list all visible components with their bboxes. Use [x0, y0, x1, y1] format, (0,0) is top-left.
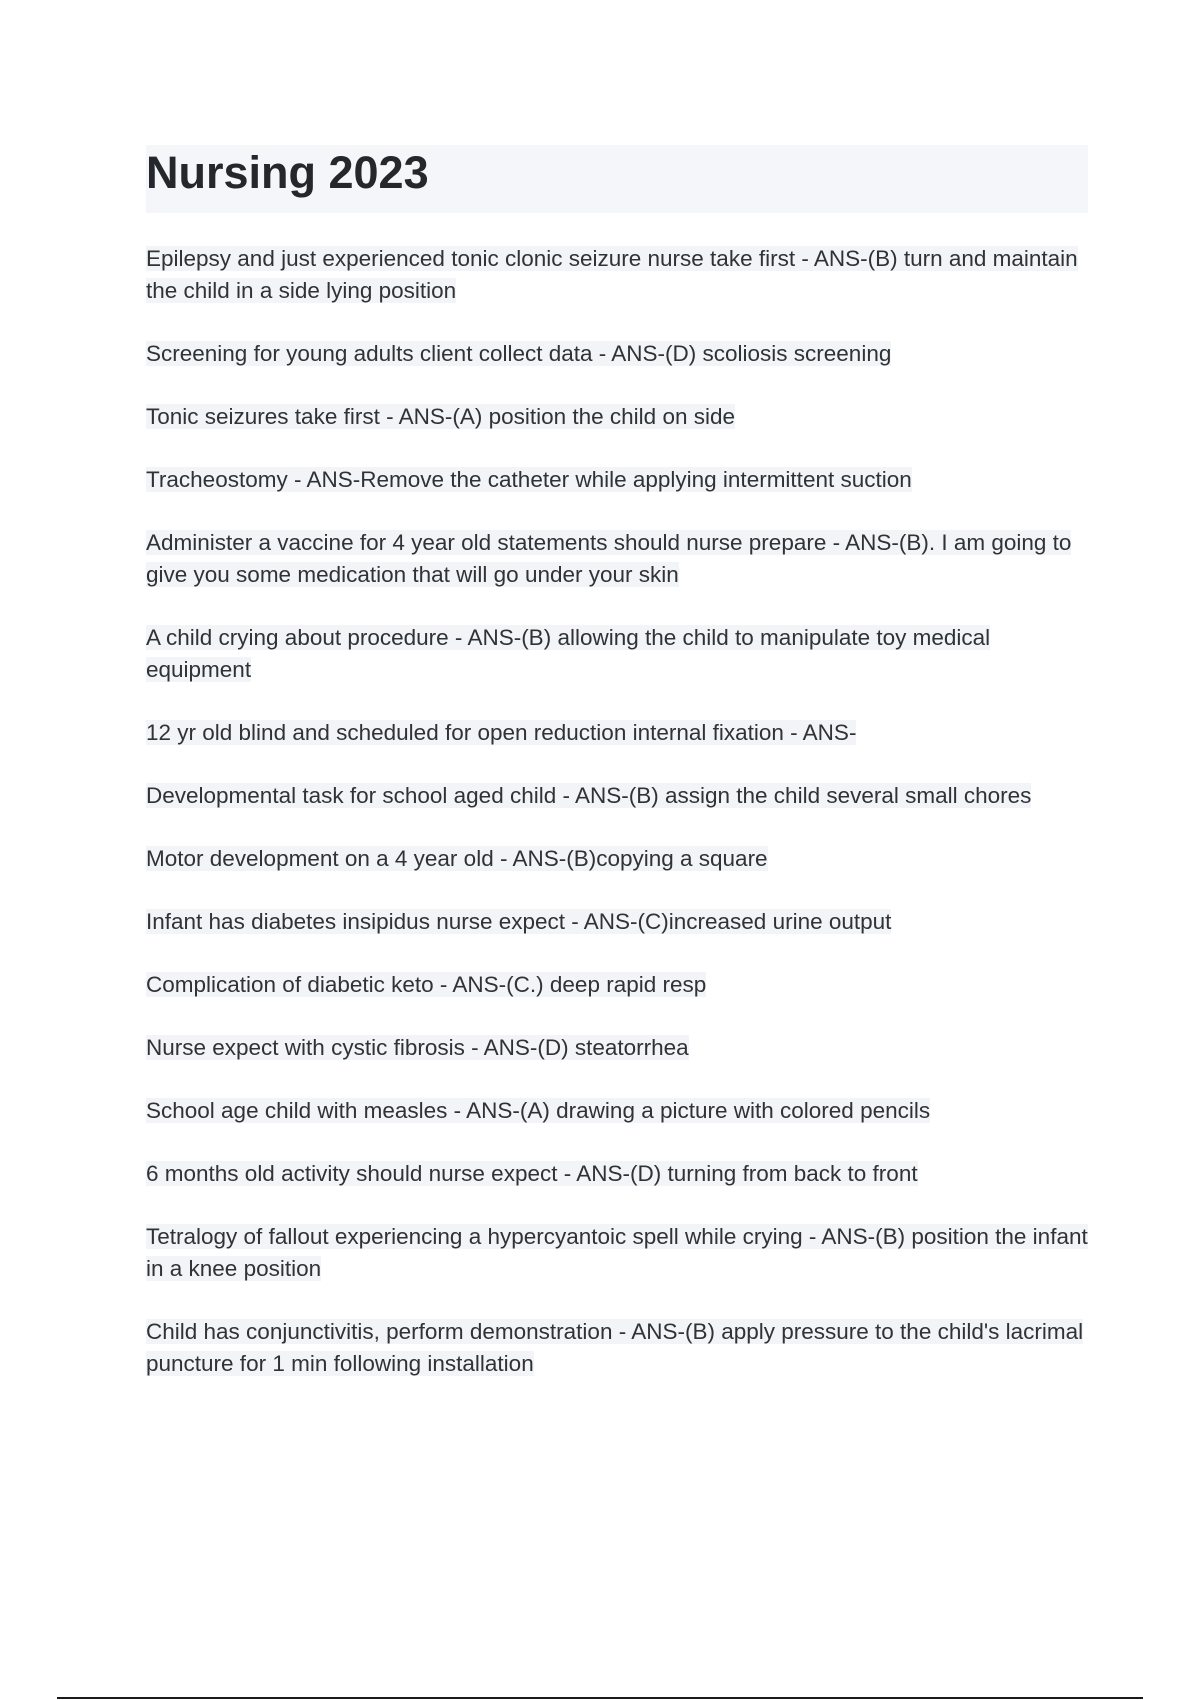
entry-text: Child has conjunctivitis, perform demonstration - ANS-(B) apply pressure to the child's lacrimal puncture for 1 min following installation [146, 1319, 1084, 1376]
entry-item [146, 243, 1096, 307]
entry-text: Screening for young adults client collect data - ANS-(D) scoliosis screening [146, 341, 892, 366]
entry-text: Epilepsy and just experienced tonic clonic seizure nurse take first - ANS-(B) turn and maintain the child in a side lying position [146, 246, 1078, 303]
entry-item [146, 527, 1096, 591]
entry-text: Tonic seizures take first - ANS-(A) position the child on side [146, 404, 735, 429]
entry-item [146, 464, 1096, 496]
entry-text: Nurse expect with cystic fibrosis - ANS-(D) steatorrhea [146, 1035, 689, 1060]
entry-item [146, 717, 1096, 749]
entry-item [146, 1095, 1096, 1127]
entry-text: A child crying about procedure - ANS-(B) allowing the child to manipulate toy medical equipment [146, 625, 991, 682]
entry-item [146, 969, 1096, 1001]
entry-item [146, 906, 1096, 938]
entry-item [146, 622, 1096, 686]
footer-divider [57, 1697, 1143, 1699]
entry-item [146, 401, 1096, 433]
entry-text: School age child with measles - ANS-(A) drawing a picture with colored pencils [146, 1098, 931, 1123]
entry-item [146, 1158, 1096, 1190]
entry-text: Administer a vaccine for 4 year old statements should nurse prepare - ANS-(B). I am going to give you some medication that will go under your skin [146, 530, 1072, 587]
page-title: Nursing 2023 [146, 147, 429, 198]
entry-item [146, 843, 1096, 875]
entry-text: 12 yr old blind and scheduled for open reduction internal fixation - ANS- [146, 720, 857, 745]
entry-text: Infant has diabetes insipidus nurse expect - ANS-(C)increased urine output [146, 909, 892, 934]
entry-item [146, 1221, 1096, 1285]
entry-text: Motor development on a 4 year old - ANS-(B)copying a square [146, 846, 768, 871]
entry-text: 6 months old activity should nurse expect - ANS-(D) turning from back to front [146, 1161, 918, 1186]
entry-text: Developmental task for school aged child - ANS-(B) assign the child several small chores [146, 783, 1032, 808]
entry-item [146, 1032, 1096, 1064]
entry-text: Tetralogy of fallout experiencing a hypercyantoic spell while crying - ANS-(B) position the infant in a knee position [146, 1224, 1088, 1281]
entry-text: Complication of diabetic keto - ANS-(C.) deep rapid resp [146, 972, 707, 997]
entry-text: Tracheostomy - ANS-Remove the catheter while applying intermittent suction [146, 467, 912, 492]
entry-item [146, 338, 1096, 370]
entry-list [146, 243, 1096, 1411]
entry-item [146, 780, 1096, 812]
entry-item [146, 1316, 1096, 1380]
